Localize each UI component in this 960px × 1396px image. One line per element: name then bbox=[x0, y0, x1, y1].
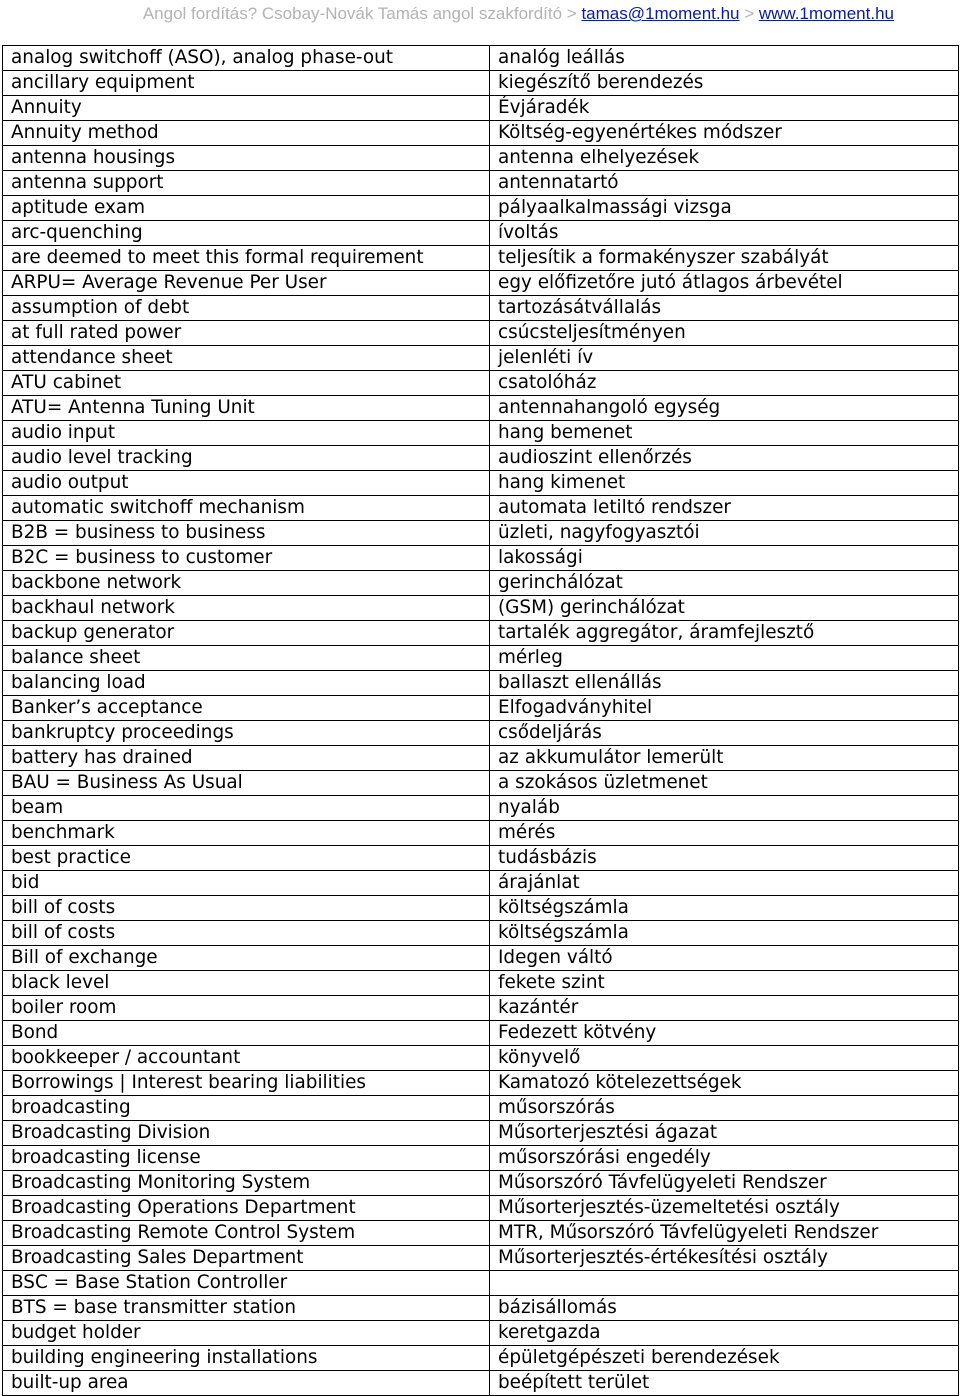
english-term: broadcasting bbox=[3, 1096, 490, 1121]
table-row bbox=[3, 221, 959, 246]
english-term: audio level tracking bbox=[3, 446, 490, 471]
english-term: backhaul network bbox=[3, 596, 490, 621]
english-term: Banker’s acceptance bbox=[3, 696, 490, 721]
table-row bbox=[3, 821, 959, 846]
hungarian-term: könyvelő bbox=[490, 1046, 959, 1071]
english-term: building engineering installations bbox=[3, 1346, 490, 1371]
table-row bbox=[3, 1221, 959, 1246]
hungarian-term: mérleg bbox=[490, 646, 959, 671]
hungarian-term: Évjáradék bbox=[490, 96, 959, 121]
table-row bbox=[3, 471, 959, 496]
table-row bbox=[3, 121, 959, 146]
english-term: BAU = Business As Usual bbox=[3, 771, 490, 796]
table-row bbox=[3, 846, 959, 871]
hungarian-term: tudásbázis bbox=[490, 846, 959, 871]
english-term: Annuity method bbox=[3, 121, 490, 146]
hungarian-term: bázisállomás bbox=[490, 1296, 959, 1321]
english-term: Broadcasting Sales Department bbox=[3, 1246, 490, 1271]
hungarian-term: csődeljárás bbox=[490, 721, 959, 746]
english-term: bookkeeper / accountant bbox=[3, 1046, 490, 1071]
english-term: balancing load bbox=[3, 671, 490, 696]
hungarian-term: audioszint ellenőrzés bbox=[490, 446, 959, 471]
hungarian-term: hang kimenet bbox=[490, 471, 959, 496]
table-row bbox=[3, 371, 959, 396]
english-term: assumption of debt bbox=[3, 296, 490, 321]
table-row bbox=[3, 1121, 959, 1146]
english-term: B2B = business to business bbox=[3, 521, 490, 546]
english-term: ARPU= Average Revenue Per User bbox=[3, 271, 490, 296]
hungarian-term: üzleti, nagyfogyasztói bbox=[490, 521, 959, 546]
table-row bbox=[3, 1271, 959, 1296]
table-row bbox=[3, 546, 959, 571]
hungarian-term: automata letiltó rendszer bbox=[490, 496, 959, 521]
english-term: bid bbox=[3, 871, 490, 896]
english-term: broadcasting license bbox=[3, 1146, 490, 1171]
hungarian-term: Elfogadványhitel bbox=[490, 696, 959, 721]
table-row bbox=[3, 296, 959, 321]
english-term: ancillary equipment bbox=[3, 71, 490, 96]
english-term: boiler room bbox=[3, 996, 490, 1021]
english-term: arc-quenching bbox=[3, 221, 490, 246]
hungarian-term: keretgazda bbox=[490, 1321, 959, 1346]
table-row bbox=[3, 1046, 959, 1071]
hungarian-term: a szokásos üzletmenet bbox=[490, 771, 959, 796]
english-term: Annuity bbox=[3, 96, 490, 121]
glossary-table bbox=[2, 45, 959, 1396]
english-term: Bond bbox=[3, 1021, 490, 1046]
hungarian-term: ívoltás bbox=[490, 221, 959, 246]
hungarian-term: Költség-egyenértékes módszer bbox=[490, 121, 959, 146]
table-row bbox=[3, 496, 959, 521]
hungarian-term: analóg leállás bbox=[490, 46, 959, 71]
table-row bbox=[3, 1096, 959, 1121]
english-term: best practice bbox=[3, 846, 490, 871]
english-term: BTS = base transmitter station bbox=[3, 1296, 490, 1321]
table-row bbox=[3, 1171, 959, 1196]
table-row bbox=[3, 996, 959, 1021]
hungarian-term: kiegészítő berendezés bbox=[490, 71, 959, 96]
english-term: Broadcasting Remote Control System bbox=[3, 1221, 490, 1246]
table-row bbox=[3, 1021, 959, 1046]
table-row bbox=[3, 871, 959, 896]
hungarian-term: Műsorterjesztés-üzemeltetési osztály bbox=[490, 1196, 959, 1221]
english-term: at full rated power bbox=[3, 321, 490, 346]
hungarian-term bbox=[490, 1271, 959, 1296]
table-row bbox=[3, 671, 959, 696]
table-row bbox=[3, 446, 959, 471]
table-row bbox=[3, 421, 959, 446]
table-row bbox=[3, 1196, 959, 1221]
page-header bbox=[143, 3, 894, 25]
table-row bbox=[3, 1346, 959, 1371]
english-term: Broadcasting Division bbox=[3, 1121, 490, 1146]
table-row bbox=[3, 46, 959, 71]
hungarian-term: hang bemenet bbox=[490, 421, 959, 446]
header-prefix: Angol fordítás? Csobay-Novák Tamás angol szakfordító > bbox=[142, 4, 582, 23]
hungarian-term: ballaszt ellenállás bbox=[490, 671, 959, 696]
hungarian-term: gerinchálózat bbox=[490, 571, 959, 596]
english-term: balance sheet bbox=[3, 646, 490, 671]
hungarian-term: tartozásátvállalás bbox=[490, 296, 959, 321]
english-term: backup generator bbox=[3, 621, 490, 646]
table-row bbox=[3, 621, 959, 646]
hungarian-term: egy előfizetőre jutó átlagos árbevétel bbox=[490, 271, 959, 296]
table-row bbox=[3, 171, 959, 196]
hungarian-term: jelenléti ív bbox=[490, 346, 959, 371]
hungarian-term: költségszámla bbox=[490, 896, 959, 921]
english-term: built-up area bbox=[3, 1371, 490, 1396]
english-term: black level bbox=[3, 971, 490, 996]
english-term: Broadcasting Operations Department bbox=[3, 1196, 490, 1221]
english-term: attendance sheet bbox=[3, 346, 490, 371]
table-row bbox=[3, 96, 959, 121]
hungarian-term: műsorszórási engedély bbox=[490, 1146, 959, 1171]
hungarian-term: MTR, Műsorszóró Távfelügyeleti Rendszer bbox=[490, 1221, 959, 1246]
english-term: bankruptcy proceedings bbox=[3, 721, 490, 746]
table-row bbox=[3, 246, 959, 271]
hungarian-term: csúcsteljesítményen bbox=[490, 321, 959, 346]
english-term: budget holder bbox=[3, 1321, 490, 1346]
hungarian-term: árajánlat bbox=[490, 871, 959, 896]
english-term: audio output bbox=[3, 471, 490, 496]
table-row bbox=[3, 1296, 959, 1321]
table-row bbox=[3, 796, 959, 821]
english-term: bill of costs bbox=[3, 896, 490, 921]
hungarian-term: lakossági bbox=[490, 546, 959, 571]
english-term: beam bbox=[3, 796, 490, 821]
header-separator: > bbox=[739, 4, 759, 23]
hungarian-term: csatolóház bbox=[490, 371, 959, 396]
table-row bbox=[3, 721, 959, 746]
hungarian-term: antenna elhelyezések bbox=[490, 146, 959, 171]
table-row bbox=[3, 1246, 959, 1271]
english-term: ATU= Antenna Tuning Unit bbox=[3, 396, 490, 421]
english-term: antenna housings bbox=[3, 146, 490, 171]
table-row bbox=[3, 921, 959, 946]
hungarian-term: Idegen váltó bbox=[490, 946, 959, 971]
table-row bbox=[3, 571, 959, 596]
table-row bbox=[3, 771, 959, 796]
hungarian-term: Fedezett kötvény bbox=[490, 1021, 959, 1046]
english-term: audio input bbox=[3, 421, 490, 446]
english-term: antenna support bbox=[3, 171, 490, 196]
hungarian-term: mérés bbox=[490, 821, 959, 846]
table-row bbox=[3, 946, 959, 971]
english-term: backbone network bbox=[3, 571, 490, 596]
table-row bbox=[3, 1146, 959, 1171]
hungarian-term: műsorszórás bbox=[490, 1096, 959, 1121]
english-term: B2C = business to customer bbox=[3, 546, 490, 571]
english-term: benchmark bbox=[3, 821, 490, 846]
hungarian-term: épületgépészeti berendezések bbox=[490, 1346, 959, 1371]
table-row bbox=[3, 1371, 959, 1396]
table-row bbox=[3, 71, 959, 96]
table-row bbox=[3, 646, 959, 671]
table-row bbox=[3, 521, 959, 546]
hungarian-term: tartalék aggregátor, áramfejlesztő bbox=[490, 621, 959, 646]
english-term: Borrowings | Interest bearing liabilities bbox=[3, 1071, 490, 1096]
english-term: Bill of exchange bbox=[3, 946, 490, 971]
hungarian-term: az akkumulátor lemerült bbox=[490, 746, 959, 771]
table-row bbox=[3, 196, 959, 221]
english-term: battery has drained bbox=[3, 746, 490, 771]
english-term: aptitude exam bbox=[3, 196, 490, 221]
hungarian-term: teljesítik a formakényszer szabályát bbox=[490, 246, 959, 271]
english-term: analog switchoff (ASO), analog phase-out bbox=[3, 46, 490, 71]
hungarian-term: (GSM) gerinchálózat bbox=[490, 596, 959, 621]
table-row bbox=[3, 271, 959, 296]
table-row bbox=[3, 1321, 959, 1346]
hungarian-term: Műsorterjesztési ágazat bbox=[490, 1121, 959, 1146]
table-row bbox=[3, 746, 959, 771]
english-term: Broadcasting Monitoring System bbox=[3, 1171, 490, 1196]
table-row bbox=[3, 396, 959, 421]
table-row bbox=[3, 346, 959, 371]
hungarian-term: költségszámla bbox=[490, 921, 959, 946]
hungarian-term: kazántér bbox=[490, 996, 959, 1021]
glossary-body bbox=[3, 46, 959, 1396]
hungarian-term: pályaalkalmassági vizsga bbox=[490, 196, 959, 221]
hungarian-term: antennahangoló egység bbox=[490, 396, 959, 421]
english-term: BSC = Base Station Controller bbox=[3, 1271, 490, 1296]
table-row bbox=[3, 146, 959, 171]
table-row bbox=[3, 971, 959, 996]
table-row bbox=[3, 896, 959, 921]
english-term: bill of costs bbox=[3, 921, 490, 946]
hungarian-term: antennatartó bbox=[490, 171, 959, 196]
english-term: automatic switchoff mechanism bbox=[3, 496, 490, 521]
hungarian-term: Műsorterjesztés-értékesítési osztály bbox=[490, 1246, 959, 1271]
hungarian-term: nyaláb bbox=[490, 796, 959, 821]
table-row bbox=[3, 596, 959, 621]
table-row bbox=[3, 1071, 959, 1096]
english-term: are deemed to meet this formal requirement bbox=[3, 246, 490, 271]
header-email-link[interactable]: tamas@1moment.hu bbox=[581, 4, 740, 23]
header-website-link[interactable]: www.1moment.hu bbox=[758, 4, 894, 23]
hungarian-term: Műsorszóró Távfelügyeleti Rendszer bbox=[490, 1171, 959, 1196]
english-term: ATU cabinet bbox=[3, 371, 490, 396]
hungarian-term: Kamatozó kötelezettségek bbox=[490, 1071, 959, 1096]
hungarian-term: beépített terület bbox=[490, 1371, 959, 1396]
table-row bbox=[3, 321, 959, 346]
table-row bbox=[3, 696, 959, 721]
hungarian-term: fekete szint bbox=[490, 971, 959, 996]
